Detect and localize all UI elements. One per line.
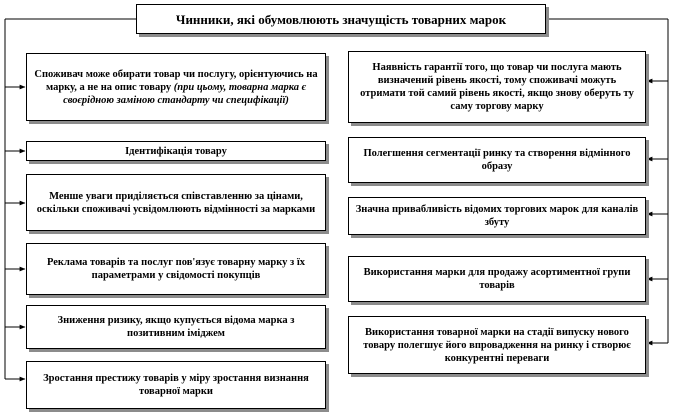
- diagram-title-box: [136, 4, 546, 34]
- factor-text-L1: Споживач може обирати товар чи послугу, орієнтуючись на марку, а не на опис товару: [34, 68, 318, 93]
- factor-box-L4: [26, 243, 326, 295]
- factor-box-R1: [348, 51, 646, 123]
- diagram-title: Чинники, які обумовлюють значущість товарних марок: [175, 11, 507, 27]
- factor-box-R2: [348, 137, 646, 183]
- factor-text-R1: Наявність гарантії того, що товар чи послуга мають визначений рівень якості, тому споживачі можуть отримати той самий рівень якості, якщо знову оберуть ту саму торгову марку: [360, 62, 634, 112]
- factor-box-R4: [348, 256, 646, 302]
- factor-italic-L1: (при цьому, товарна марка є своєрідною заміною стандарту чи специфікації): [63, 81, 306, 106]
- factor-box-L1: [26, 53, 326, 121]
- factor-text-L6: Зростання престижу товарів у міру зростання визнання товарної марки: [43, 373, 309, 397]
- factor-text-R5: Використання товарної марки на стадії випуску нового товару полегшує його впровадження на ринку і створює конкурентні переваги: [363, 326, 631, 364]
- factor-text-R2: Полегшення сегментації ринку та створення відмінного образу: [363, 148, 631, 172]
- factor-text-L4: Реклама товарів та послуг пов'язує товарну марку з їх параметрами у свідомості покупців: [46, 257, 306, 281]
- factor-text-L3: Менше уваги приділяється співставленню за цінами, оскільки споживачі усвідомлюють відмінності за марками: [36, 190, 316, 215]
- factor-text-L2: Ідентифікація товару: [125, 145, 227, 157]
- factor-box-L2: [26, 141, 326, 161]
- factor-text-L5: Зниження ризику, якщо купується відома марка з позитивним іміджем: [57, 315, 295, 339]
- factor-box-L3: [26, 174, 326, 231]
- factor-text-R4: Використання марки для продажу асортиментної групи товарів: [363, 267, 631, 291]
- factor-box-R3: [348, 197, 646, 235]
- factor-box-L5: [26, 305, 326, 349]
- factor-box-R5: [348, 316, 646, 374]
- factor-box-L6: [26, 361, 326, 409]
- factor-text-R3: Значна привабливість відомих торгових марок для каналів збуту: [355, 204, 639, 228]
